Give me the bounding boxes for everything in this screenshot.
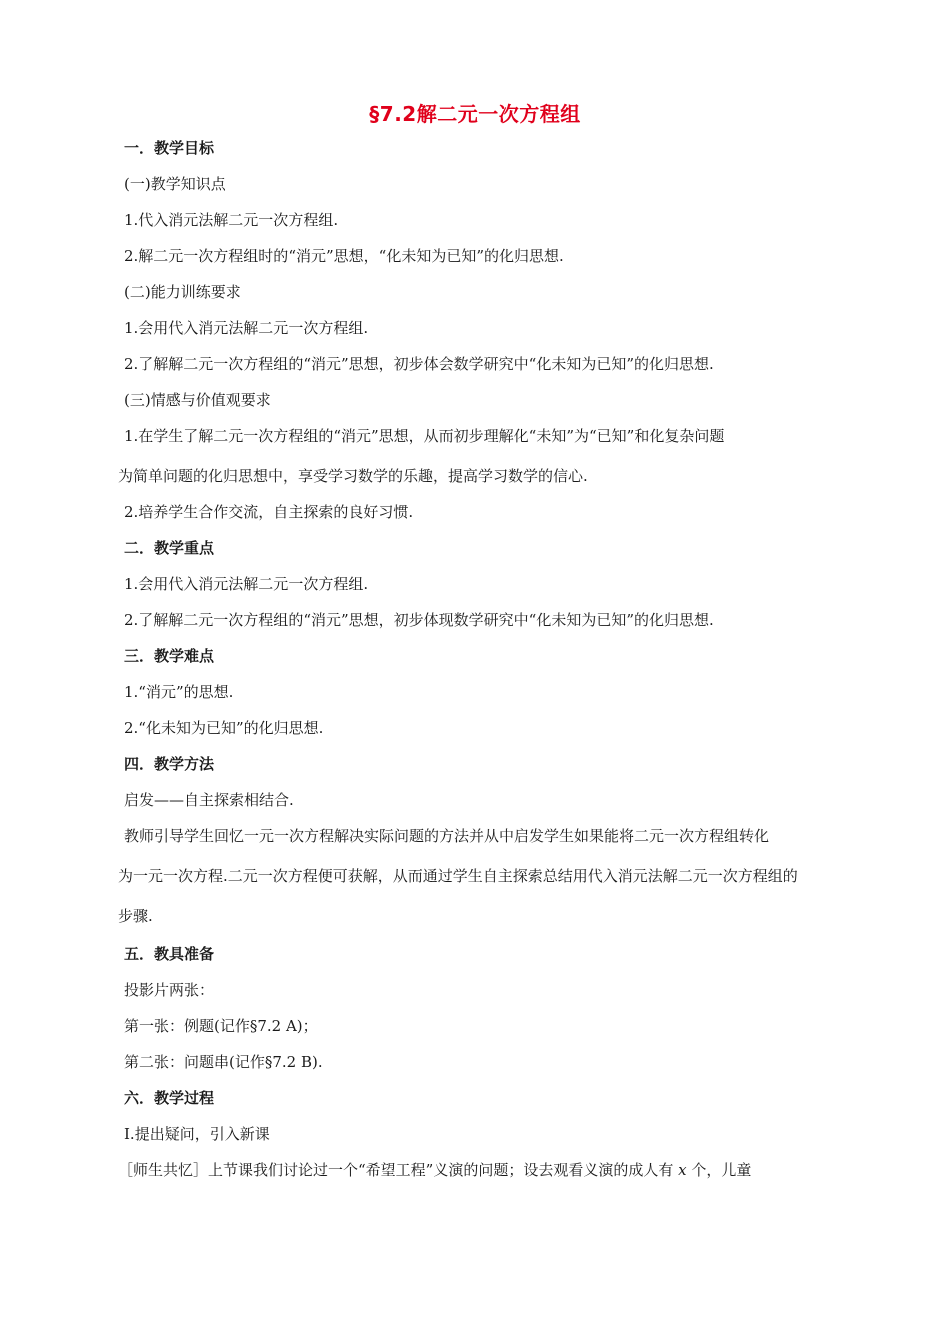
paragraph: 1.会用代入消元法解二元一次方程组. bbox=[124, 575, 369, 593]
paragraph: Ⅰ.提出疑问，引入新课 bbox=[124, 1125, 270, 1143]
paragraph: 第一张：例题(记作§7.2 A)； bbox=[124, 1017, 318, 1035]
section-heading: 五．教具准备 bbox=[124, 945, 215, 963]
paragraph: 启发——自主探索相结合. bbox=[124, 791, 294, 809]
subsection-heading: (三)情感与价值观要求 bbox=[124, 391, 271, 409]
section-heading: 六．教学过程 bbox=[124, 1089, 215, 1107]
variable-x: x bbox=[678, 1161, 687, 1179]
text-run: ［师生共忆］上节课我们讨论过一个“希望工程”义演的问题；设去观看义演的成人有 bbox=[118, 1161, 679, 1179]
section-heading: 一．教学目标 bbox=[124, 139, 215, 157]
paragraph: 1.会用代入消元法解二元一次方程组. bbox=[124, 319, 369, 337]
paragraph: 步骤. bbox=[118, 907, 153, 925]
section-heading: 四．教学方法 bbox=[124, 755, 215, 773]
paragraph: 1.代入消元法解二元一次方程组. bbox=[124, 211, 339, 229]
paragraph: 2.了解解二元一次方程组的“消元”思想，初步体现数学研究中“化未知为已知”的化归思想. bbox=[124, 611, 714, 629]
paragraph: 2.培养学生合作交流，自主探索的良好习惯. bbox=[124, 503, 414, 521]
subsection-heading: (二)能力训练要求 bbox=[124, 283, 241, 301]
paragraph: 1.“消元”的思想. bbox=[124, 683, 234, 701]
paragraph: 为一元一次方程.二元一次方程便可获解，从而通过学生自主探索总结用代入消元法解二元一次方程组的 bbox=[118, 867, 798, 885]
paragraph: 2.了解解二元一次方程组的“消元”思想，初步体会数学研究中“化未知为已知”的化归思想. bbox=[124, 355, 714, 373]
document-title: §7.2解二元一次方程组 bbox=[369, 102, 581, 126]
paragraph: 第二张：问题串(记作§7.2 B). bbox=[124, 1053, 323, 1071]
section-heading: 三．教学难点 bbox=[124, 647, 215, 665]
paragraph: 为简单问题的化归思想中，享受学习数学的乐趣，提高学习数学的信心. bbox=[118, 467, 588, 485]
paragraph bbox=[118, 1160, 751, 1180]
paragraph: 1.在学生了解二元一次方程组的“消元”思想，从而初步理解化“未知”为“已知”和化复杂问题 bbox=[124, 427, 725, 445]
paragraph: 投影片两张： bbox=[124, 981, 215, 999]
paragraph: 2.“化未知为已知”的化归思想. bbox=[124, 719, 324, 737]
text-run: 个，儿童 bbox=[686, 1161, 752, 1179]
paragraph: 2.解二元一次方程组时的“消元”思想，“化未知为已知”的化归思想. bbox=[124, 247, 564, 265]
section-heading: 二．教学重点 bbox=[124, 539, 215, 557]
subsection-heading: (一)教学知识点 bbox=[124, 175, 226, 193]
paragraph: 教师引导学生回忆一元一次方程解决实际问题的方法并从中启发学生如果能将二元一次方程组转化 bbox=[124, 827, 770, 845]
